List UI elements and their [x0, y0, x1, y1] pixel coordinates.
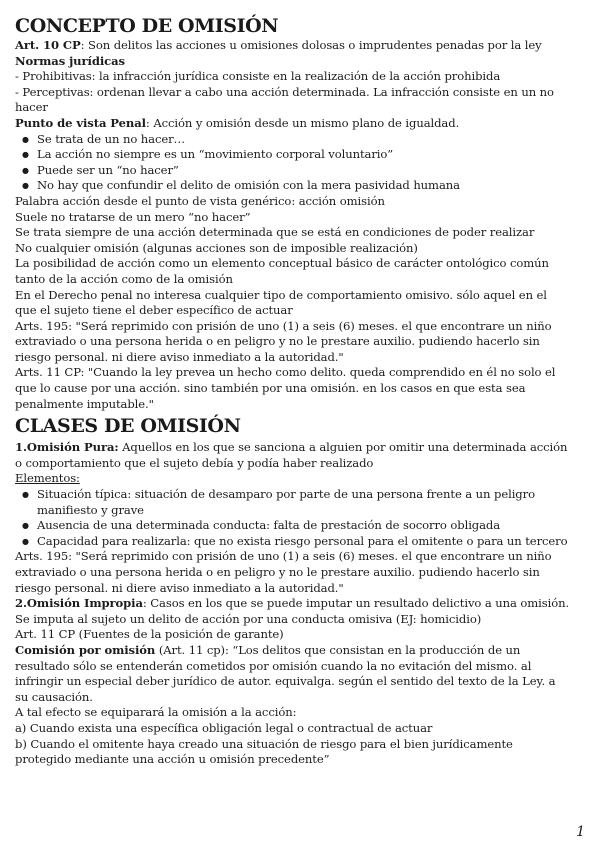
text-line: Arts. 195: "Será reprimido con prisión de uno (1) a seis (6) meses. el que encontrare un niño: [15, 549, 552, 564]
text-line: Arts. 195: "Será reprimido con prisión de uno (1) a seis (6) meses. el que encontrare un niño: [15, 318, 552, 333]
omision-pura-label: 1.Omisión Pura:: [15, 440, 119, 455]
perceptivas-line: hacer: [15, 100, 48, 115]
text-line: En el Derecho penal no interesa cualquier tipo de comportamiento omisivo. sólo aquel en el: [15, 287, 547, 302]
art10-label: Art. 10 CP: [15, 38, 81, 52]
comision-omision-label: Comisión por omisión: [15, 642, 156, 657]
text-line: Suele no tratarse de un mero “no hacer”: [15, 209, 251, 224]
bullet-item: ● Situación típica: situación de desamparo por parte de una persona frente a un peligro: [15, 487, 587, 503]
text-line: resultado sólo se entenderán cometidos por omisión cuando la no evitación del mismo. al: [15, 658, 532, 673]
heading-clases-omision: CLASES DE OMISIÓN: [15, 415, 241, 438]
bullet-item: ● Puede ser un “no hacer”: [15, 163, 587, 179]
text-line: b) Cuando el omitente haya creado una situación de riesgo para el bien jurídicamente: [15, 736, 513, 751]
text-line: protegido mediante una acción u omisión precedente”: [15, 752, 330, 767]
bullet-item: ● No hay que confundir el delito de omisión con la mera pasividad humana: [15, 178, 587, 194]
text-line: A tal efecto se equiparará la omisión a la acción:: [15, 705, 297, 720]
prohibitivas-line: - Prohibitivas: la infracción jurídica consiste en la realización de la acción prohibida: [15, 69, 501, 84]
heading-concepto-omision: CONCEPTO DE OMISIÓN: [15, 15, 279, 37]
page-number: 1: [576, 824, 585, 840]
penal-label: Punto de vista Penal: [15, 115, 146, 130]
omision-impropia-label: 2.Omisión Impropia: [15, 596, 143, 611]
bullet-item: ● Se trata de un no hacer…: [15, 132, 587, 148]
perceptivas-line: - Perceptivas: ordenan llevar a cabo una acción determinada. La infracción consiste en un no: [15, 84, 554, 99]
bullet-item: ● Ausencia de una determinada conducta: falta de prestación de socorro obligada: [15, 518, 587, 534]
text-line: Se imputa al sujeto un delito de acción por una conducta omisiva (EJ: homicidio): [15, 611, 482, 626]
text-line: que el sujeto tiene el deber específico de actuar: [15, 303, 293, 318]
omision-impropia-line: 2.Omisión Impropia: Casos en los que se puede imputar un resultado delictivo a una omisión.: [15, 596, 570, 611]
bullet-continuation: manifiesto y grave: [37, 502, 144, 517]
text-line: Se trata siempre de una acción determinada que se está en condiciones de poder realizar: [15, 225, 535, 240]
text-line: tanto de la acción como de la omisión: [15, 271, 233, 286]
omision-pura-line: o comportamiento que el sujeto debía y podía haber realizado: [15, 455, 374, 470]
text-line: Palabra acción desde el punto de vista genérico: acción omisión: [15, 193, 385, 208]
text-line: No cualquier omisión (algunas acciones son de imposible realización): [15, 240, 418, 255]
bullet-item: ● Capacidad para realizarla: que no exista riesgo personal para el omitente o para un tercero: [15, 534, 587, 550]
elementos-heading: Elementos:: [15, 471, 80, 486]
comision-omision-line: Comisión por omisión (Art. 11 cp): “Los delitos que consistan en la producción de un: [15, 642, 521, 657]
text-line: su causación.: [15, 689, 93, 704]
text-line: a) Cuando exista una específica obligación legal o contractual de actuar: [15, 720, 433, 735]
text-line: extraviado o una persona herida o en peligro y no le prestare auxilio. pudiendo hacerlo sin: [15, 334, 540, 349]
text-line: extraviado o una persona herida o en peligro y no le prestare auxilio. pudiendo hacerlo sin: [15, 565, 540, 579]
text-line: penalmente imputable.": [15, 396, 154, 411]
bullet-item: ● La acción no siempre es un “movimiento corporal voluntario”: [15, 147, 587, 163]
text-line: que lo cause por una acción. sino también por una omisión. en los casos en que esta sea: [15, 381, 526, 396]
text-line: Art. 11 CP (Fuentes de la posición de garante): [15, 627, 284, 642]
document-content: [15, 14, 587, 768]
text-line: riesgo personal. ni diere aviso inmediato a la autoridad.": [15, 580, 344, 595]
text-line: Arts. 11 CP: "Cuando la ley prevea un hecho como delito. queda comprendido en él no solo el: [15, 365, 556, 380]
omision-pura-line: 1.Omisión Pura: Aquellos en los que se sanciona a alguien por omitir una determinada acción: [15, 440, 568, 455]
penal-line: Punto de vista Penal: Acción y omisión desde un mismo plano de igualdad.: [15, 115, 460, 130]
text-line: infringir un especial deber jurídico de autor. equivalga. según el sentido del texto de la Ley. a: [15, 674, 556, 689]
text-line: La posibilidad de acción como un elemento conceptual básico de carácter ontológico común: [15, 256, 549, 271]
text-line: riesgo personal. ni diere aviso inmediato a la autoridad.": [15, 349, 344, 364]
normas-heading: Normas jurídicas: [15, 53, 125, 68]
art10-line: Art. 10 CP: Son delitos las acciones u omisiones dolosas o imprudentes penadas por la ley: [15, 38, 542, 52]
